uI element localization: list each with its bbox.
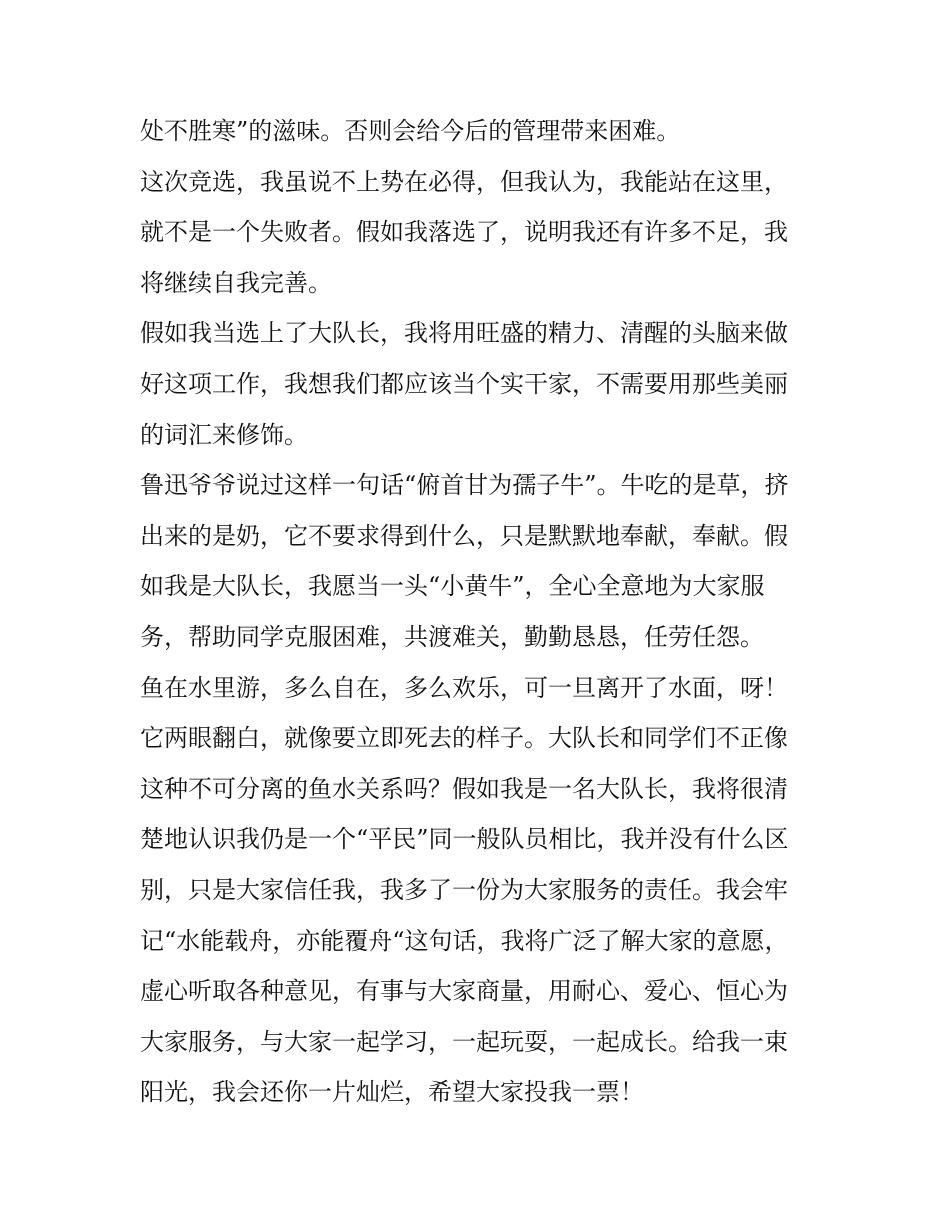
text-line: 阳光，我会还你一片灿烂，希望大家投我一票！ — [140, 1078, 644, 1107]
text-line: 大家服务，与大家一起学习，一起玩耍，一起成长。给我一束 — [140, 1027, 788, 1056]
text-line: 它两眼翻白，就像要立即死去的样子。大队长和同学们不正像 — [140, 724, 788, 753]
text-line: 好这项工作，我想我们都应该当个实干家，不需要用那些美丽 — [140, 369, 788, 398]
text-line: 如我是大队长，我愿当一头“小黄牛”，全心全意地为大家服 — [140, 572, 765, 601]
text-line: 楚地认识我仍是一个“平民”同一般队员相比，我并没有什么区 — [140, 825, 789, 854]
text-line: 记“水能载舟，亦能覆舟“这句话，我将广泛了解大家的意愿， — [140, 926, 789, 955]
text-line: 务，帮助同学克服困难，共渡难关，勤勤恳恳，任劳任怨。 — [140, 622, 764, 651]
text-line: 的词汇来修饰。 — [140, 420, 308, 449]
text-line: 鱼在水里游，多么自在，多么欢乐，可一旦离开了水面，呀！ — [140, 673, 788, 702]
text-line: 别，只是大家信任我，我多了一份为大家服务的责任。我会牢 — [140, 875, 788, 904]
text-line: 这种不可分离的鱼水关系吗？假如我是一名大队长，我将很清 — [140, 774, 788, 803]
text-line: 就不是一个失败者。假如我落选了，说明我还有许多不足，我 — [140, 218, 788, 247]
document-body — [140, 106, 820, 1118]
text-line: 将继续自我完善。 — [140, 268, 332, 297]
text-line: 鲁迅爷爷说过这样一句话“俯首甘为孺子牛”。牛吃的是草，挤 — [140, 471, 789, 500]
text-line: 出来的是奶，它不要求得到什么，只是默默地奉献，奉献。假 — [140, 521, 788, 550]
text-line: 处不胜寒”的滋味。否则会给今后的管理带来困难。 — [140, 117, 681, 145]
text-line: 假如我当选上了大队长，我将用旺盛的精力、清醒的头脑来做 — [140, 319, 788, 348]
text-line: 虚心听取各种意见，有事与大家商量，用耐心、爱心、恒心为 — [140, 977, 788, 1006]
text-line: 这次竞选，我虽说不上势在必得，但我认为，我能站在这里， — [140, 167, 788, 196]
